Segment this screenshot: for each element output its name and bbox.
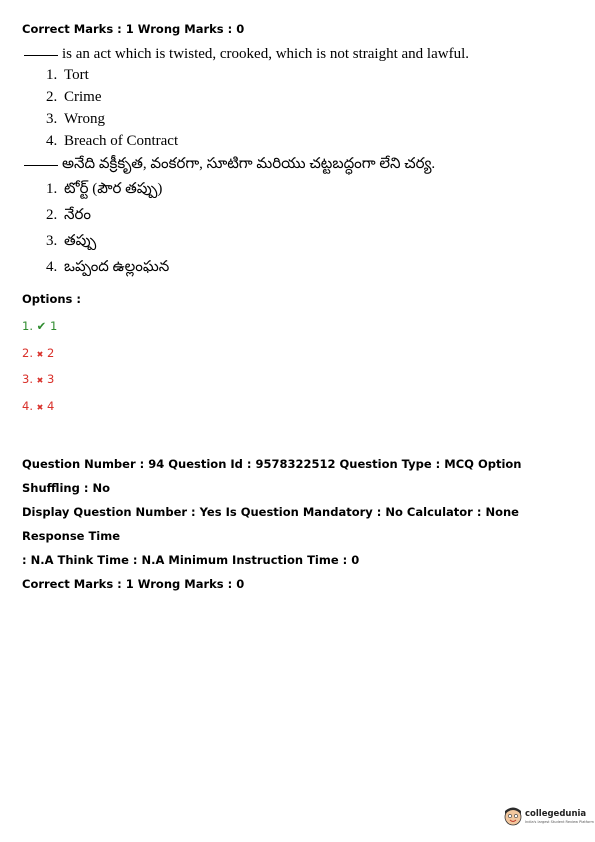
- question-option: 2. Crime: [46, 89, 102, 105]
- check-icon: ✔: [36, 319, 47, 333]
- cross-icon: ✖: [36, 350, 44, 359]
- logo-text: collegedunia: [525, 809, 587, 819]
- answer-option-4: 4. ✖ 4: [22, 399, 55, 413]
- metadata-line: : N.A Think Time : N.A Minimum Instruction Time : 0: [22, 553, 360, 567]
- answer-option-2: 2. ✖ 2: [22, 346, 55, 360]
- cross-icon: ✖: [36, 376, 44, 385]
- question-option: 3. తప్పు: [46, 233, 97, 249]
- blank-line: [24, 54, 58, 56]
- collegedunia-logo: [503, 805, 593, 831]
- question-option: 1. Tort: [46, 67, 89, 83]
- question-text-telugu: అనేది వక్రీకృత, వంకరగా, సూటిగా మరియు చట్టబద్ధంగా లేని చర్య.: [24, 152, 584, 176]
- question-block: [24, 44, 584, 280]
- blank-line: [24, 164, 58, 166]
- question-option: 1. టోర్ట్ (పౌర తప్పు): [46, 181, 163, 197]
- question-option: 4. Breach of Contract: [46, 133, 179, 149]
- answer-option-1: 1. ✔ 1: [22, 319, 58, 333]
- question-metadata: [22, 452, 582, 596]
- metadata-line: Display Question Number : Yes Is Question Mandatory : No Calculator : None Response Time: [22, 505, 519, 543]
- mascot-icon: [503, 805, 523, 827]
- cross-icon: ✖: [36, 403, 44, 412]
- answer-option-3: 3. ✖ 3: [22, 372, 55, 386]
- marks-header: Correct Marks : 1 Wrong Marks : 0: [22, 22, 245, 36]
- question-text-english: is an act which is twisted, crooked, which is not straight and lawful.: [24, 44, 584, 64]
- question-telugu: [24, 152, 584, 280]
- question-option: 4. ఒప్పంద ఉల్లంఘన: [46, 259, 170, 275]
- metadata-line: Question Number : 94 Question Id : 9578322512 Question Type : MCQ Option Shuffling : No: [22, 457, 522, 495]
- question-option: 3. Wrong: [46, 111, 106, 127]
- logo-tagline: India's largest Student Review Platform: [525, 820, 594, 824]
- question-option: 2. నేరం: [46, 207, 92, 223]
- marks-line: Correct Marks : 1 Wrong Marks : 0: [22, 577, 245, 591]
- options-heading: Options :: [22, 292, 81, 306]
